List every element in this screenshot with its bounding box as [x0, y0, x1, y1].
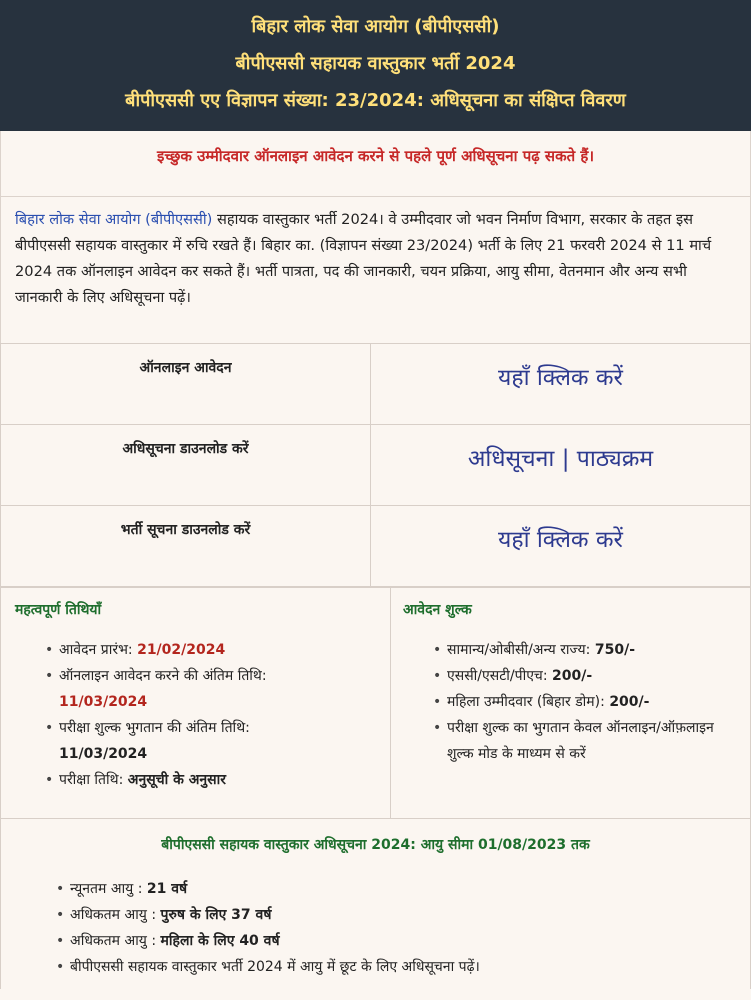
online-apply-link[interactable]: यहाँ क्लिक करें [498, 365, 623, 391]
female-fee-value: 200/- [609, 694, 650, 710]
intro-body: सहायक वास्तुकार भर्ती 2024। वे उम्मीदवार जो भवन निर्माण विभाग, सरकार के तहत इस बीपीएससी सहायक वास्तुकार में रुचि रखते हैं। बिहार का. (विज्ञापन संख्या 23/2024) भर्ती के लिए 21 फरवरी 2024 से 11 मार्च 2024 तक ऑनलाइन आवेदन कर सकते हैं। भर्ती पात्रता, पद की जानकारी, चयन प्रक्रिया, आयु सीमा, वेतनमान और अन्य सभी जानकारी के लिए अधिसूचना पढ़ें। [15, 211, 712, 306]
links-table [0, 343, 751, 587]
online-apply-cell [371, 344, 751, 425]
list-item [70, 954, 750, 980]
notification-download-label: अधिसूचना डाउनलोड करें [1, 425, 371, 506]
table-row [1, 506, 751, 587]
list-item [447, 663, 736, 689]
general-fee-label: सामान्य/ओबीसी/अन्य राज्य: [447, 642, 595, 658]
bpsc-link[interactable]: बिहार लोक सेवा आयोग (बीपीएससी) [15, 211, 213, 228]
list-item [59, 767, 376, 793]
syllabus-link[interactable]: पाठ्यक्रम [576, 446, 654, 472]
age-list [1, 876, 750, 980]
max-age-female-value: महिला के लिए 40 वर्ष [160, 933, 280, 949]
table-row [1, 425, 751, 506]
min-age-value: 21 वर्ष [146, 881, 188, 897]
payment-mode-text: परीक्षा शुल्क का भुगतान केवल ऑनलाइन/ऑफ़लाइन शुल्क मोड के माध्यम से करें [447, 720, 714, 762]
important-dates-title: महत्वपूर्ण तिथियाँ [15, 602, 102, 618]
list-item [59, 637, 376, 663]
notification-link[interactable]: अधिसूचना [467, 446, 555, 472]
list-item [59, 715, 376, 767]
notice-box [0, 131, 751, 197]
list-item [447, 637, 736, 663]
start-date-label: आवेदन प्रारंभ: [59, 642, 138, 658]
general-fee-value: 750/- [594, 642, 636, 658]
max-age-male-label: अधिकतम आयु : [70, 907, 161, 923]
online-apply-label: ऑनलाइन आवेदन [1, 344, 371, 425]
fee-last-date-label: परीक्षा शुल्क भुगतान की अंतिम तिथि: [59, 720, 250, 736]
link-separator: | [554, 446, 577, 472]
exam-date-value: अनुसूची के अनुसार [127, 772, 226, 788]
list-item [447, 715, 736, 767]
header-banner [0, 0, 751, 131]
application-fee-title: आवेदन शुल्क [403, 602, 472, 618]
fee-last-date-value: 11/03/2024 [59, 746, 148, 762]
sc-fee-label: एससी/एसटी/पीएच: [447, 668, 552, 684]
list-item [447, 689, 736, 715]
age-relaxation-text: बीपीएससी सहायक वास्तुकार भर्ती 2024 में आयु में छूट के लिए अधिसूचना पढ़ें। [70, 959, 480, 975]
intro-paragraph [0, 197, 751, 343]
recruitment-notice-label: भर्ती सूचना डाउनलोड करें [1, 506, 371, 587]
header-title-line3: बीपीएससी एए विज्ञापन संख्या: 23/2024: अधिसूचना का संक्षिप्त विवरण [125, 90, 626, 111]
notice-text: इच्छुक उम्मीदवार ऑनलाइन आवेदन करने से पहले पूर्ण अधिसूचना पढ़ सकते हैं। [156, 147, 595, 165]
header-title-line1: बिहार लोक सेवा आयोग (बीपीएससी) [251, 16, 500, 37]
exam-date-label: परीक्षा तिथि: [59, 772, 128, 788]
notification-download-cell [371, 425, 751, 506]
list-item [59, 663, 376, 715]
dates-fees-section [0, 587, 751, 819]
important-dates-panel [0, 588, 391, 818]
table-row [1, 344, 751, 425]
age-limit-title: बीपीएससी सहायक वास्तुकार अधिसूचना 2024: आयु सीमा 01/08/2023 तक [161, 837, 590, 853]
start-date-value: 21/02/2024 [137, 642, 226, 658]
recruitment-notice-cell [371, 506, 751, 587]
max-age-female-label: अधिकतम आयु : [70, 933, 161, 949]
age-limit-section [0, 819, 751, 989]
list-item [70, 902, 750, 928]
header-title-line2: बीपीएससी सहायक वास्तुकार भर्ती 2024 [235, 53, 516, 74]
list-item [70, 876, 750, 902]
dates-list [15, 637, 376, 793]
fees-list [403, 637, 736, 767]
sc-fee-value: 200/- [552, 668, 593, 684]
recruitment-notice-link[interactable]: यहाँ क्लिक करें [498, 527, 623, 553]
max-age-male-value: पुरुष के लिए 37 वर्ष [160, 907, 272, 923]
female-fee-label: महिला उम्मीदवार (बिहार डोम): [447, 694, 610, 710]
min-age-label: न्यूनतम आयु : [70, 881, 147, 897]
last-date-label: ऑनलाइन आवेदन करने की अंतिम तिथि: [59, 668, 267, 684]
list-item [70, 928, 750, 954]
last-date-value: 11/03/2024 [59, 694, 148, 710]
application-fee-panel [391, 588, 751, 818]
